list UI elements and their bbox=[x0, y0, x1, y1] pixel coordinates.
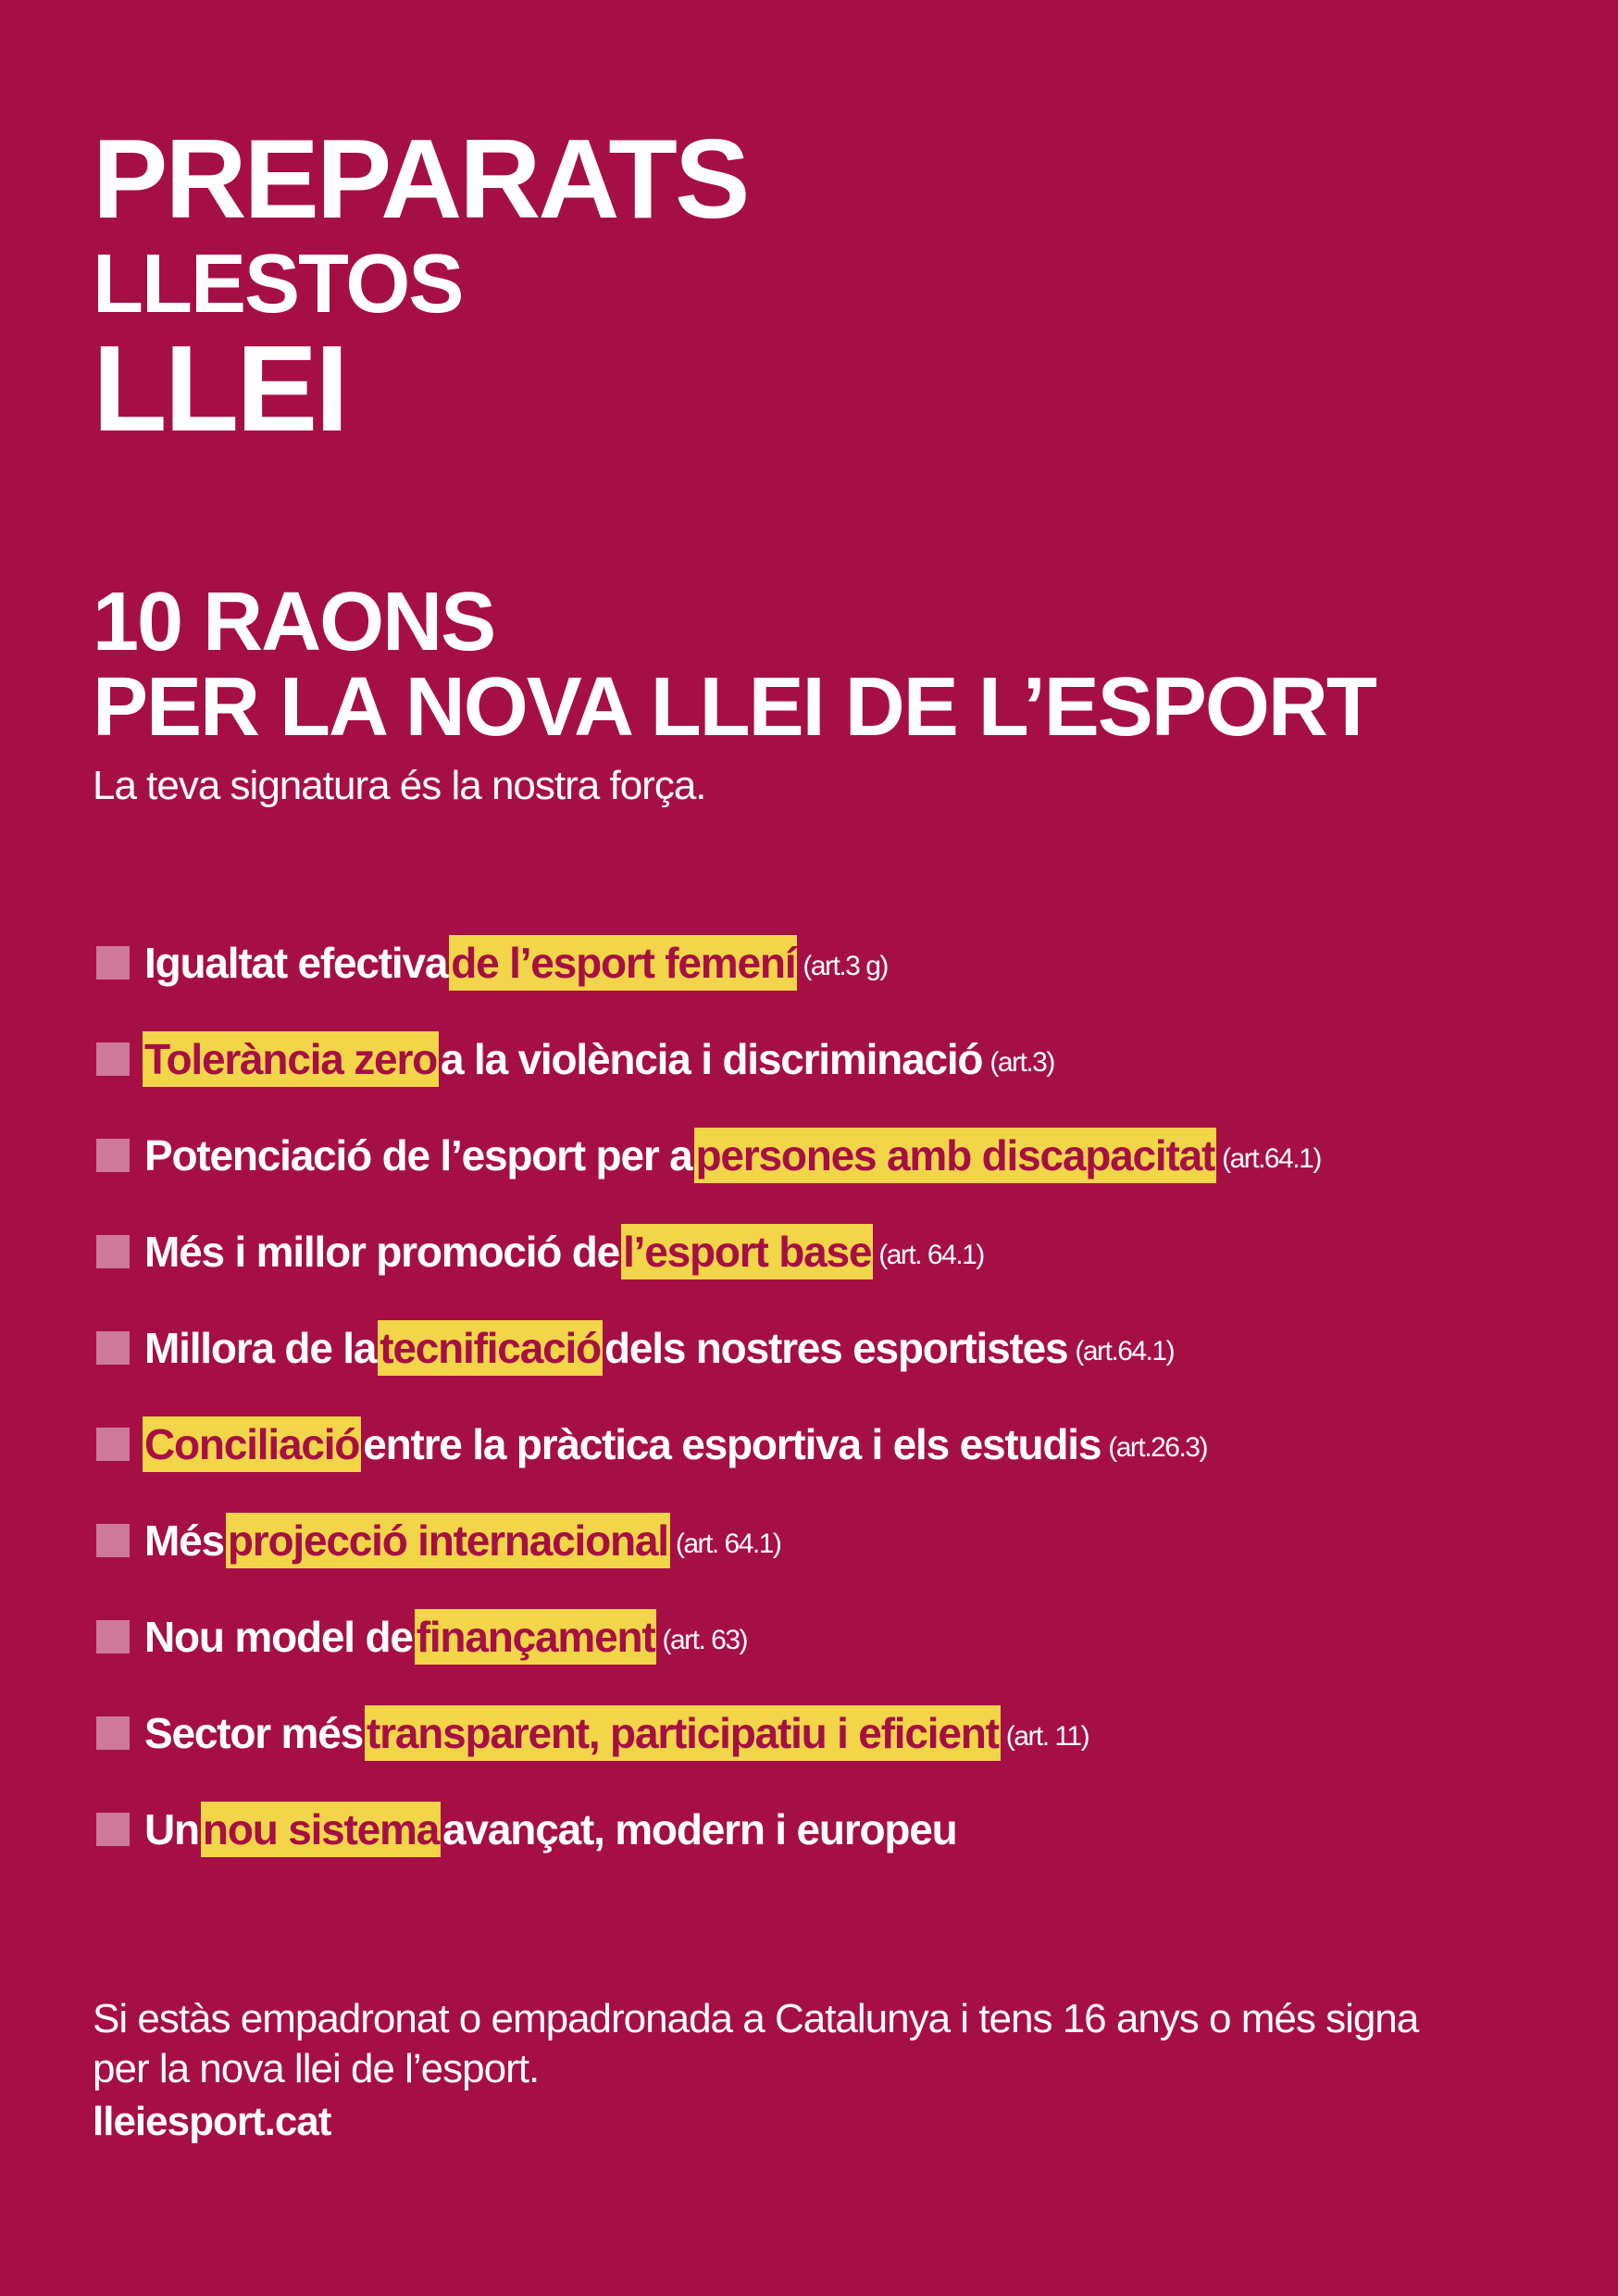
square-bullet-icon bbox=[96, 1428, 130, 1461]
reason-text: dels nostres esportistes bbox=[604, 1324, 1068, 1372]
reason-highlight: Tolerància zero bbox=[143, 1031, 439, 1087]
reasons-list bbox=[96, 935, 1321, 1898]
article-reference: (art.64.1) bbox=[1222, 1143, 1321, 1174]
footer-text-line-1: Si estàs empadronat o empadronada a Catalunya i tens 16 anys o més signa bbox=[93, 1996, 1419, 2041]
reason-highlight: finançament bbox=[415, 1609, 657, 1665]
reason-text: Més bbox=[144, 1516, 224, 1565]
article-reference: (art.3 g) bbox=[803, 951, 888, 981]
website-link[interactable]: lleiesport.cat bbox=[93, 2099, 331, 2144]
square-bullet-icon bbox=[96, 1139, 130, 1172]
reason-text: entre la pràctica esportiva i els estudis bbox=[363, 1420, 1101, 1468]
article-reference: (art. 64.1) bbox=[878, 1240, 984, 1270]
article-reference: (art. 11) bbox=[1005, 1721, 1089, 1752]
reason-highlight: transparent, participatiu i eficient bbox=[365, 1705, 1001, 1761]
hero-line-2: LLESTOS bbox=[93, 238, 463, 331]
headline-subtitle: La teva signatura és la nostra força. bbox=[93, 763, 706, 808]
footer bbox=[93, 1994, 1418, 2150]
headline bbox=[93, 576, 1375, 809]
square-bullet-icon bbox=[96, 1331, 130, 1365]
reason-text: Un bbox=[144, 1805, 199, 1853]
reason-text: avançat, modern i europeu bbox=[442, 1805, 957, 1853]
reason-item bbox=[96, 1031, 1321, 1087]
article-reference: (art.26.3) bbox=[1108, 1432, 1207, 1463]
reason-highlight: nou sistema bbox=[201, 1802, 441, 1857]
reason-highlight: tecnificació bbox=[378, 1320, 603, 1376]
reason-highlight: projecció internacional bbox=[226, 1513, 670, 1568]
reason-highlight: l’esport base bbox=[621, 1224, 873, 1279]
square-bullet-icon bbox=[96, 1620, 130, 1653]
square-bullet-icon bbox=[96, 1524, 130, 1557]
reason-highlight: Conciliació bbox=[143, 1416, 361, 1472]
article-reference: (art. 63) bbox=[662, 1625, 748, 1655]
square-bullet-icon bbox=[96, 946, 130, 980]
reason-text: Millora de la bbox=[144, 1324, 377, 1372]
headline-line-1: 10 RAONS bbox=[93, 576, 495, 668]
footer-text-line-2: per la nova llei de l’esport. bbox=[93, 2046, 540, 2091]
hero-line-3: LLEI bbox=[93, 320, 346, 456]
square-bullet-icon bbox=[96, 1235, 130, 1268]
reason-highlight: persones amb discapacitat bbox=[694, 1128, 1217, 1183]
reason-item bbox=[96, 1416, 1321, 1472]
article-reference: (art.64.1) bbox=[1075, 1336, 1175, 1366]
reason-item bbox=[96, 1320, 1321, 1376]
square-bullet-icon bbox=[96, 1716, 130, 1750]
reason-item bbox=[96, 1128, 1321, 1183]
square-bullet-icon bbox=[96, 1813, 130, 1846]
reason-item bbox=[96, 1705, 1321, 1761]
reason-text: Nou model de bbox=[144, 1613, 413, 1661]
reason-item bbox=[96, 935, 1321, 991]
reason-text: Sector més bbox=[144, 1709, 364, 1757]
reason-highlight: de l’esport femení bbox=[449, 935, 797, 991]
hero-line-1: PREPARATS bbox=[93, 116, 748, 242]
reason-item bbox=[96, 1513, 1321, 1568]
square-bullet-icon bbox=[96, 1042, 130, 1076]
hero-title bbox=[93, 116, 748, 456]
reason-text: a la violència i discriminació bbox=[441, 1035, 983, 1083]
headline-line-2: PER LA NOVA LLEI DE L’ESPORT bbox=[93, 661, 1375, 754]
reason-item bbox=[96, 1802, 1321, 1857]
reason-text: Més i millor promoció de bbox=[144, 1228, 620, 1276]
reason-text: Potenciació de l’esport per a bbox=[144, 1131, 692, 1179]
article-reference: (art. 64.1) bbox=[675, 1529, 781, 1559]
article-reference: (art.3) bbox=[989, 1047, 1054, 1078]
reason-item bbox=[96, 1224, 1321, 1279]
reason-item bbox=[96, 1609, 1321, 1665]
reason-text: Igualtat efectiva bbox=[144, 939, 448, 987]
